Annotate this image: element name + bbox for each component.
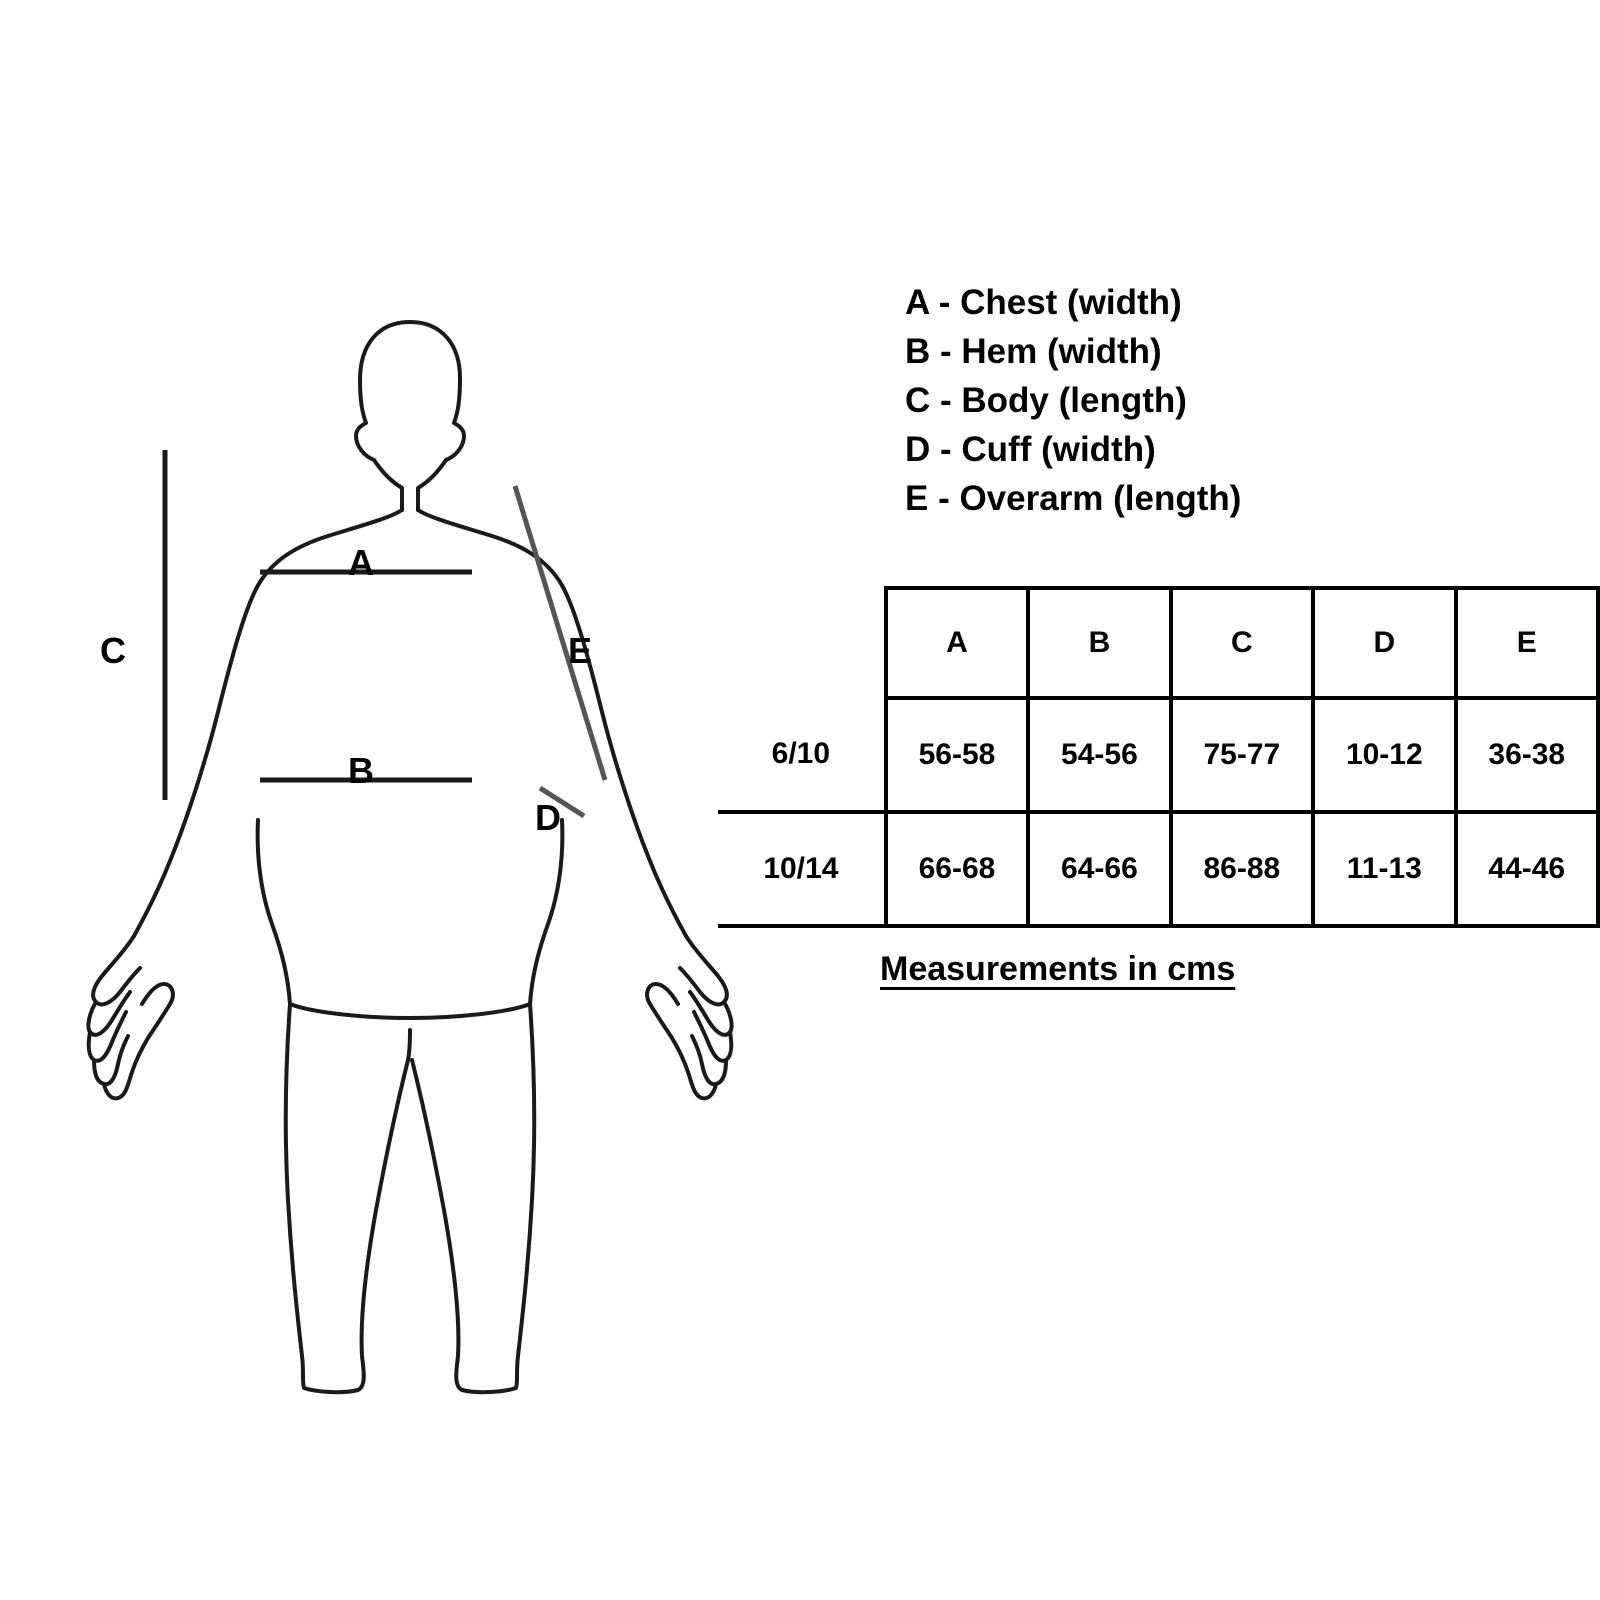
row-size-label: 10/14	[718, 812, 886, 926]
cell-d: 11-13	[1313, 812, 1455, 926]
body-outline-svg	[60, 260, 760, 1400]
size-chart-table	[718, 586, 1600, 928]
table-header-b: B	[1028, 588, 1170, 698]
legend-item-e: E - Overarm (length)	[905, 479, 1242, 518]
cell-b: 54-56	[1028, 698, 1170, 812]
legend-item-d: D - Cuff (width)	[905, 430, 1156, 469]
legend-item-b: B - Hem (width)	[905, 332, 1162, 371]
table-row	[718, 812, 1598, 926]
table-header-size	[718, 588, 886, 698]
cell-a: 66-68	[886, 812, 1028, 926]
cell-b: 64-66	[1028, 812, 1170, 926]
measurement-legend	[905, 278, 1545, 523]
cell-e: 36-38	[1456, 698, 1598, 812]
legend-item-a: A - Chest (width)	[905, 283, 1182, 322]
units-note: Measurements in cms	[880, 950, 1236, 988]
legend-item-c: C - Body (length)	[905, 381, 1187, 420]
cell-c: 86-88	[1171, 812, 1313, 926]
figure-label-d: D	[535, 797, 561, 838]
body-measurement-diagram	[60, 260, 760, 1400]
table-header-c: C	[1171, 588, 1313, 698]
table-header-d: D	[1313, 588, 1455, 698]
figure-label-b: B	[348, 750, 374, 791]
figure-label-a: A	[348, 542, 374, 583]
figure-label-e: E	[568, 630, 593, 671]
table-header-e: E	[1456, 588, 1598, 698]
size-chart-table-wrapper	[718, 586, 1600, 928]
cell-c: 75-77	[1171, 698, 1313, 812]
figure-label-c: C	[100, 630, 126, 671]
row-size-label: 6/10	[718, 698, 886, 812]
table-header-row	[718, 588, 1598, 698]
cell-d: 10-12	[1313, 698, 1455, 812]
cell-a: 56-58	[886, 698, 1028, 812]
table-header-a: A	[886, 588, 1028, 698]
table-row	[718, 698, 1598, 812]
cell-e: 44-46	[1456, 812, 1598, 926]
